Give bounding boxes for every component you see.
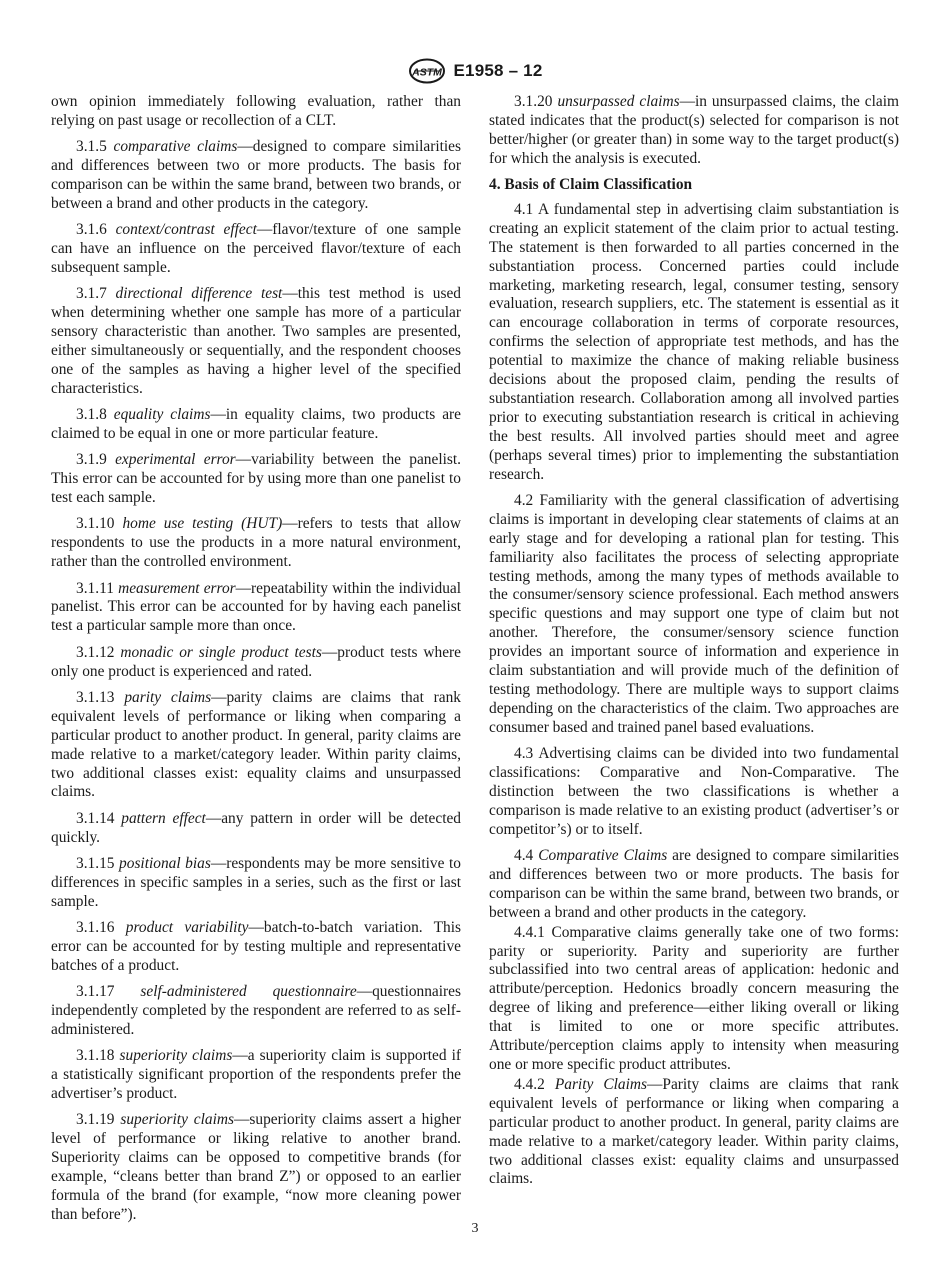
section-heading-4: 4. Basis of Claim Classification — [489, 176, 693, 194]
definition-3-1-11: 3.1.11 measurement error—repeatability within the individual panelist. This error can be accounted for by having each panelist test a particular sample more than once. — [51, 579, 461, 635]
definition-3-1-13: 3.1.13 parity claims—parity claims are claims that rank equivalent levels of performance or liking when comparing a particular product to another product. In general, parity claims are made relative to a market/category leader. Within parity claims, two additional classes exist: equality claims and unsurpassed claims. — [51, 688, 462, 801]
definition-3-1-6: 3.1.6 context/contrast effect—flavor/texture of one sample can have an influence on the perceived flavor/texture of each subsequent sample. — [51, 221, 461, 277]
paragraph-4-4-2: 4.4.2 Parity Claims—Parity claims are claims that rank equivalent levels of performance or liking when comparing a particular product to another product. In general, parity claims are made relative to a market/category leader. Within parity claims, two additional classes exist: equality claims and unsurpassed claims. — [489, 1075, 899, 1188]
definition-3-1-8: 3.1.8 equality claims—in equality claims, two products are claimed to be equal in one or more particular feature. — [51, 406, 461, 443]
document-id: E1958 – 12 — [453, 61, 543, 80]
continued-paragraph: own opinion immediately following evaluation, rather than relying on past usage or recollection of a CLT. — [51, 93, 461, 129]
definition-3-1-7: 3.1.7 directional difference test—this test method is used when determining whether one sample has more of a particular sensory characteristic than another. Two samples are presented, either simultaneously or sequentially, and the respondent chooses one of the samples as having a higher level of the specified characteristics. — [51, 285, 461, 397]
definition-3-1-9: 3.1.9 experimental error—variability between the panelist. This error can be accounted for by using more than one panelist to test each sample. — [51, 451, 462, 507]
paragraph-4-4: 4.4 Comparative Claims are designed to compare similarities and differences between two or more products. The basis for comparison can be within the same brand, between two brands, or between a brand and other products in the category. — [489, 847, 899, 921]
definition-3-1-10: 3.1.10 home use testing (HUT)—refers to tests that allow respondents to use the products in a more natural environment, rather than the controlled environment. — [51, 515, 461, 571]
paragraph-4-1: 4.1 A fundamental step in advertising claim substantiation is creating an explicit statement of the claim prior to actual testing. The statement is then forwarded to all parties concerned in the substantiation process. Concerned parties could include marketing, marketing research, legal, consumer testing, sensory evaluation, research suppliers, etc. The statement is essential as it can encourage collaboration in terms of corporate resources, confirms the selection of appropriate test methods, and has the potential to maximize the chance of making reliable business decisions about the proposed claim, pending the results of substantiation research. Collaboration among all involved parties prior to executing substantiation research is critical in achieving the best results. All involved parties should meet and agree (perhaps several times) prior to implementing the substantiation research. — [489, 200, 899, 483]
page-number: 3 — [471, 1221, 479, 1236]
definition-3-1-20: 3.1.20 unsurpassed claims—in unsurpassed claims, the claim stated indicates that the product(s) selected for comparison is not better/higher (or greater than) in some way to the target product(s) for which the analysis is executed. — [489, 93, 899, 167]
definition-3-1-16: 3.1.16 product variability—batch-to-batch variation. This error can be accounted for by testing multiple and representative batches of a product. — [51, 919, 461, 974]
definition-3-1-14: 3.1.14 pattern effect—any pattern in order will be detected quickly. — [51, 809, 461, 846]
definition-3-1-19: 3.1.19 superiority claims—superiority claims assert a higher level of performance or liking relative to another brand. Superiority claims can be opposed to competitive brands (for example, “cleans better than brand Z”) or opposed to an earlier formula of the brand (for example, “now more cleaning power than before”). — [51, 1111, 461, 1223]
paragraph-4-4-1: 4.4.1 Comparative claims generally take one of two forms: parity or superiority. Parity and superiority are further subclassified into two central areas of application: hedonic and attribute/perception. Hedonics broadly concern measuring the degree of liking and preference—either liking overall or liking that is limited to one or more specific attributes. Attribute/perception claims apply to intensity when measuring one or more specific product attributes. — [489, 923, 899, 1073]
astm-logo-icon — [408, 58, 446, 84]
page-header — [0, 57, 950, 85]
left-column — [51, 93, 461, 1232]
definition-3-1-17: 3.1.17 self-administered questionnaire—questionnaires independently completed by the respondent are referred to as self-administered. — [51, 983, 461, 1038]
definition-3-1-15: 3.1.15 positional bias—respondents may be more sensitive to differences in specific samples in a series, such as the first or last sample. — [51, 854, 461, 910]
paragraph-4-2: 4.2 Familiarity with the general classification of advertising claims is important in developing clear statements of claims at an early stage and for developing a rational plan for testing. This familiarity also facilitates the process of selecting appropriate testing methods, among the many types of methods available to the consumer/sensory science professional. Each method answers specific questions and may support one type of claim but not another. Therefore, the consumer/sensory science function provides an important source of information and experience in claim substantiation and will provide much of the definition of testing methodology. There are multiple ways to support claims depending on the characteristics of the claim. Two approaches are consumer based and trained panel based evaluations. — [489, 491, 899, 736]
logo-text: ASTM — [411, 66, 442, 79]
definition-3-1-5: 3.1.5 comparative claims—designed to compare similarities and differences between two or more products. The basis for comparison can be within the same brand, between two brands, or between a brand and other products in the category. — [51, 138, 461, 212]
definition-3-1-18: 3.1.18 superiority claims—a superiority claim is supported if a statistically significant proportion of the respondents prefer the advertiser’s product. — [51, 1047, 461, 1103]
right-column — [489, 93, 899, 1197]
paragraph-4-3: 4.3 Advertising claims can be divided into two fundamental classifications: Comparative and Non-Comparative. The distinction between the two classifications is whether a comparison is made relative to an existing product (advertiser’s or competitor’s) or to itself. — [489, 745, 900, 838]
definition-3-1-12: 3.1.12 monadic or single product tests—product tests where only one product is experienced and rated. — [51, 643, 461, 680]
